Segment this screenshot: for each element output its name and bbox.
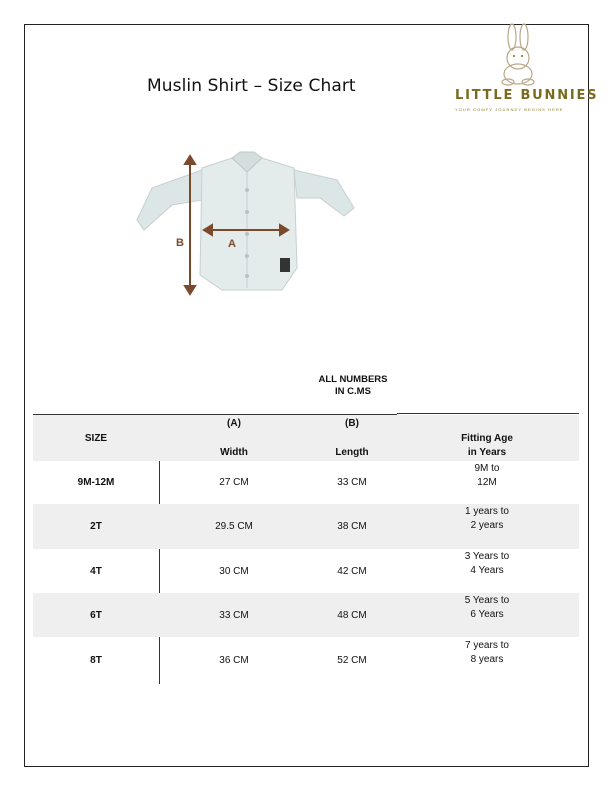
table-row (33, 593, 579, 637)
row-width: 27 CM (219, 477, 249, 488)
row-age: 7 years to 8 years (465, 640, 509, 665)
row-width: 36 CM (219, 655, 249, 666)
label-a: A (228, 238, 236, 250)
row-age: 1 years to 2 years (465, 506, 509, 531)
row-age: 5 Years to 6 Years (464, 595, 510, 620)
table-row (33, 549, 579, 593)
brand-tagline: YOUR COMFY JOURNEY BEGINS HERE (455, 107, 564, 112)
row-width: 33 CM (219, 610, 249, 621)
header-length: Length (335, 447, 369, 458)
row-width: 29.5 CM (215, 521, 253, 532)
header-size: SIZE (84, 433, 108, 444)
row-width: 30 CM (219, 566, 249, 577)
row-size: 9M-12M (77, 477, 115, 488)
row-size: 6T (90, 610, 102, 621)
page-title: Muslin Shirt – Size Chart (147, 76, 356, 96)
label-b: B (176, 237, 184, 249)
row-length: 38 CM (337, 521, 367, 532)
table-row (33, 504, 579, 549)
brand-name: LITTLE BUNNIES (455, 88, 599, 103)
header-width-code: (A) (227, 418, 241, 429)
table-row (33, 637, 579, 683)
row-age: 9M to 12M (474, 463, 500, 488)
row-length: 33 CM (337, 477, 367, 488)
bunny-logo-icon (450, 20, 582, 120)
row-length: 52 CM (337, 655, 367, 666)
shirt-diagram (132, 150, 362, 300)
row-size: 8T (90, 655, 102, 666)
row-age: 3 Years to 4 Years (464, 551, 510, 576)
header-age: Fitting Age in Years (461, 433, 513, 458)
header-width: Width (220, 447, 248, 458)
row-size: 4T (90, 566, 102, 577)
row-length: 48 CM (337, 610, 367, 621)
note-underline (397, 413, 579, 414)
table-row (33, 461, 579, 504)
header-length-code: (B) (345, 418, 359, 429)
row-length: 42 CM (337, 566, 367, 577)
table-header (33, 415, 579, 461)
row-size: 2T (90, 521, 102, 532)
units-note: ALL NUMBERS IN C.MS (318, 374, 388, 397)
